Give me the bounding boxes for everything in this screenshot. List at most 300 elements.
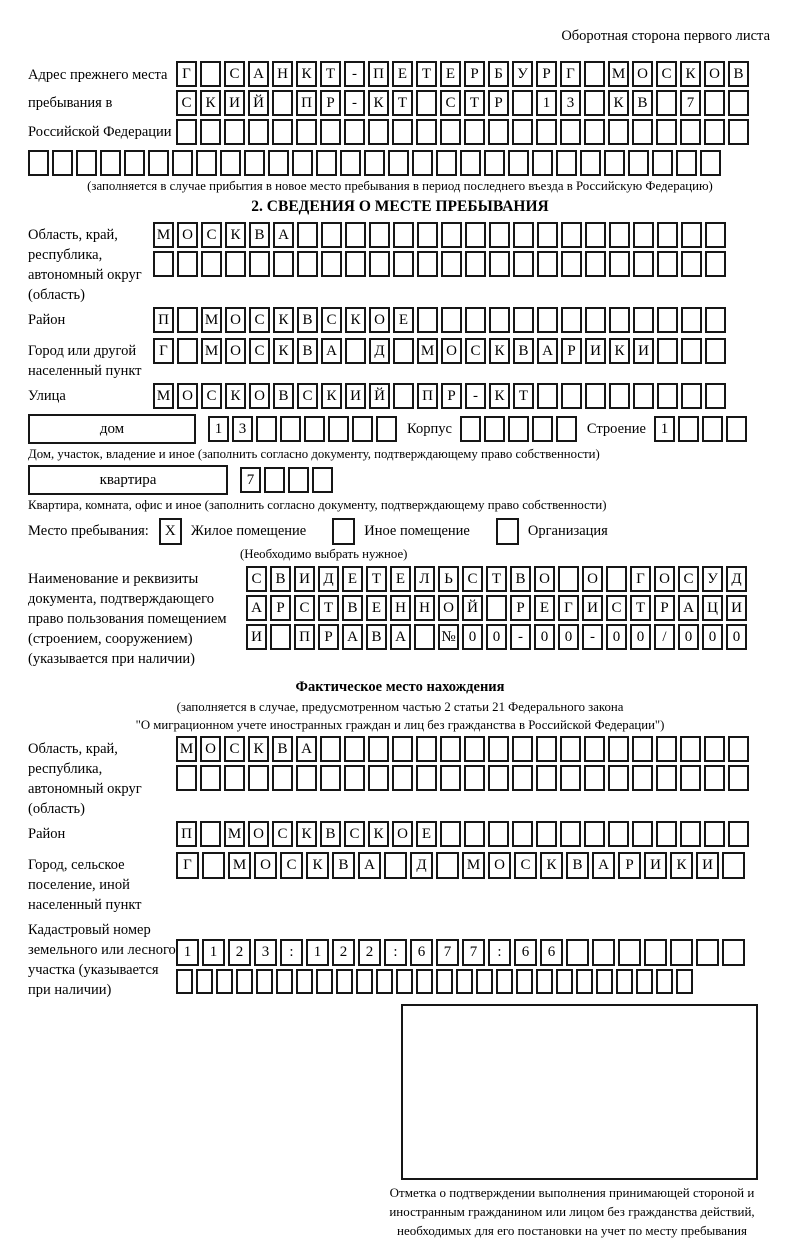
char-cell [537,307,558,333]
char-cell: С [440,90,461,116]
char-cell [678,416,699,442]
char-cell [486,595,507,621]
char-cell [584,90,605,116]
char-cell: Л [414,566,435,592]
char-cell [512,821,533,847]
char-cell [608,736,629,762]
char-cell [705,222,726,248]
char-cell: М [608,61,629,87]
char-cell: К [680,61,701,87]
page-side-note: Оборотная сторона первого листа [561,28,770,44]
char-cell: П [296,90,317,116]
char-cell [681,307,702,333]
char-cell [297,222,318,248]
char-cell [368,765,389,791]
char-cell: А [296,736,317,762]
char-cell [417,307,438,333]
char-cell: : [384,939,407,966]
char-cell [201,251,222,277]
char-cell: Р [270,595,291,621]
char-cell [464,119,485,145]
char-cell [636,969,653,994]
house-box-label: дом [28,414,196,444]
char-cell [644,939,667,966]
char-cell [224,119,245,145]
actual-district-label: Район [28,826,66,842]
char-cell [632,736,653,762]
char-cell: О [534,566,555,592]
char-cell [270,624,291,650]
char-cell [440,821,461,847]
char-cell: О [249,383,270,409]
char-cell [702,416,723,442]
char-cell [412,150,433,176]
char-cell: К [609,338,630,364]
char-cell: С [176,90,197,116]
char-cell: Н [390,595,411,621]
char-cell [356,969,373,994]
stay-type-row [28,518,772,545]
char-cell: С [344,821,365,847]
char-cell [236,969,253,994]
char-cell [304,416,325,442]
region-row-1 [153,222,726,248]
field-prev-address [28,61,772,148]
char-cell [536,765,557,791]
char-cell [460,416,481,442]
char-cell [176,119,197,145]
char-cell: Т [630,595,651,621]
char-cell: 1 [306,939,329,966]
field-district [28,307,772,336]
char-cell [460,150,481,176]
stamp-caption: Отметка о подтверждении выполнения принимающей стороной и иностранным гражданином или лицом без гражданства действий, необходимых для его постановки на учет по месту пребывания [389,1185,755,1238]
char-cell [216,969,233,994]
char-cell [532,150,553,176]
char-cell [256,416,277,442]
char-cell [585,222,606,248]
char-cell [656,969,673,994]
char-cell [728,119,749,145]
char-cell: У [512,61,533,87]
apartment-box-label: квартира [28,465,228,495]
char-cell [488,119,509,145]
char-cell: Ь [438,566,459,592]
char-cell [657,338,678,364]
actual-city-row [176,852,745,879]
char-cell [537,222,558,248]
char-cell: В [297,338,318,364]
char-cell: К [296,61,317,87]
char-cell: Р [441,383,462,409]
char-cell: О [441,338,462,364]
char-cell: Н [272,61,293,87]
house-row [28,414,772,444]
document-row-1 [246,566,747,592]
char-cell: И [696,852,719,879]
checkbox-other-premises [332,518,355,545]
field-document [28,566,772,669]
option-residential-label: Жилое помещение [190,523,307,539]
char-cell [512,765,533,791]
char-cell [585,251,606,277]
char-cell: В [273,383,294,409]
char-cell [618,939,641,966]
char-cell: Й [369,383,390,409]
char-cell [561,222,582,248]
char-cell: Й [462,595,483,621]
document-label: Наименование и реквизиты документа, подтверждающего право пользования помещением (строением, сооружением) (указывается при наличии) [28,571,227,667]
char-cell [384,852,407,879]
char-cell: : [488,939,511,966]
char-cell [496,969,513,994]
char-cell [376,969,393,994]
char-cell: - [344,90,365,116]
char-cell [296,765,317,791]
char-cell: С [321,307,342,333]
char-cell [513,251,534,277]
char-cell: В [632,90,653,116]
char-cell [316,969,333,994]
char-cell [632,765,653,791]
char-cell: 0 [558,624,579,650]
char-cell [272,90,293,116]
document-row-3 [246,624,747,650]
char-cell [345,251,366,277]
cadastral-row-1 [176,939,745,966]
char-cell: Г [176,852,199,879]
char-cell [656,821,677,847]
checkbox-residential: X [159,518,182,545]
char-cell [513,222,534,248]
char-cell: К [273,338,294,364]
prev-address-rows [176,61,749,148]
char-cell: Й [248,90,269,116]
char-cell [392,119,413,145]
char-cell: К [670,852,693,879]
char-cell [280,416,301,442]
char-cell [369,251,390,277]
char-cell [592,939,615,966]
char-cell: 7 [436,939,459,966]
char-cell [681,383,702,409]
char-cell [388,150,409,176]
apartment-cells [240,467,333,493]
char-cell [560,119,581,145]
house-cells [208,416,397,442]
char-cell [369,222,390,248]
char-cell: О [177,222,198,248]
char-cell: Т [392,90,413,116]
char-cell [512,736,533,762]
char-cell: 1 [536,90,557,116]
char-cell [416,119,437,145]
char-cell: К [306,852,329,879]
char-cell: Г [153,338,174,364]
checkbox-organization [496,518,519,545]
char-cell [465,251,486,277]
char-cell [633,383,654,409]
char-cell [489,251,510,277]
char-cell: Н [414,595,435,621]
char-cell [177,338,198,364]
char-cell: В [513,338,534,364]
apartment-row [28,465,772,495]
char-cell [196,150,217,176]
char-cell [441,251,462,277]
actual-district-row [176,821,749,847]
char-cell [441,307,462,333]
char-cell: - [510,624,531,650]
char-cell [316,150,337,176]
char-cell [248,119,269,145]
street-row [153,383,726,409]
char-cell [585,383,606,409]
char-cell [484,150,505,176]
char-cell: / [654,624,675,650]
char-cell: Т [416,61,437,87]
char-cell: С [280,852,303,879]
char-cell: М [201,307,222,333]
char-cell [508,150,529,176]
char-cell: 0 [486,624,507,650]
section2-title: 2. СВЕДЕНИЯ О МЕСТЕ ПРЕБЫВАНИЯ [251,198,549,215]
char-cell [368,119,389,145]
char-cell [276,969,293,994]
char-cell: Т [513,383,534,409]
region-label: Область, край, республика, автономный округ (область) [28,227,142,303]
korpus-label: Корпус [407,420,452,437]
char-cell [609,307,630,333]
char-cell: К [608,90,629,116]
char-cell [512,119,533,145]
char-cell [705,251,726,277]
house-note: Дом, участок, владение и иное (заполнить согласно документу, подтверждающему право собственности) [28,447,600,461]
char-cell [656,90,677,116]
char-cell [561,307,582,333]
char-cell: Г [176,61,197,87]
char-cell [328,416,349,442]
char-cell [604,150,625,176]
char-cell [352,416,373,442]
char-cell: К [540,852,563,879]
city-label: Город или другой населенный пункт [28,343,142,379]
char-cell [76,150,97,176]
char-cell: С [294,595,315,621]
char-cell [344,119,365,145]
char-cell [656,119,677,145]
char-cell: К [368,90,389,116]
char-cell: В [510,566,531,592]
char-cell [273,251,294,277]
char-cell [476,969,493,994]
char-cell: Е [390,566,411,592]
char-cell: К [368,821,389,847]
char-cell [340,150,361,176]
char-cell: С [514,852,537,879]
prev-address-row-3 [176,119,749,145]
char-cell [345,222,366,248]
char-cell: С [678,566,699,592]
char-cell: Г [630,566,651,592]
char-cell [200,119,221,145]
char-cell: П [294,624,315,650]
char-cell: - [465,383,486,409]
char-cell [670,939,693,966]
char-cell [560,765,581,791]
apartment-note: Квартира, комната, офис и иное (заполнить согласно документу, подтверждающему право собственности) [28,498,607,512]
char-cell [153,251,174,277]
prev-address-row-1 [176,61,749,87]
char-cell: Д [318,566,339,592]
char-cell: О [582,566,603,592]
char-cell: А [248,61,269,87]
korpus-cells [460,416,577,442]
char-cell: И [294,566,315,592]
char-cell: А [273,222,294,248]
char-cell [560,736,581,762]
char-cell [609,251,630,277]
street-label: Улица [28,388,66,404]
char-cell [704,765,725,791]
char-cell [705,307,726,333]
char-cell [633,251,654,277]
char-cell: С [224,61,245,87]
char-cell [417,251,438,277]
char-cell [608,119,629,145]
char-cell: М [201,338,222,364]
char-cell [633,222,654,248]
char-cell: И [726,595,747,621]
char-cell [728,736,749,762]
char-cell: Т [318,595,339,621]
char-cell: А [342,624,363,650]
char-cell [489,307,510,333]
char-cell [705,338,726,364]
char-cell [416,736,437,762]
char-cell [488,736,509,762]
char-cell [220,150,241,176]
char-cell [456,969,473,994]
char-cell: 3 [560,90,581,116]
char-cell: К [225,222,246,248]
char-cell [321,251,342,277]
prev-address-note: (заполняется в случае прибытия в новое место пребывания в период последнего въезда в Российскую Федерацию) [87,179,713,193]
char-cell [392,736,413,762]
char-cell [416,765,437,791]
char-cell [268,150,289,176]
char-cell: М [417,338,438,364]
char-cell: Г [560,61,581,87]
char-cell [656,736,677,762]
stroenie-cells [654,416,747,442]
char-cell: 0 [534,624,555,650]
char-cell: О [369,307,390,333]
char-cell [516,969,533,994]
char-cell: : [280,939,303,966]
char-cell [124,150,145,176]
char-cell [566,939,589,966]
char-cell [561,251,582,277]
char-cell [344,736,365,762]
city-row [153,338,726,364]
char-cell [176,969,193,994]
char-cell: А [592,852,615,879]
char-cell: С [272,821,293,847]
char-cell: № [438,624,459,650]
char-cell: В [270,566,291,592]
char-cell [576,969,593,994]
char-cell [368,736,389,762]
char-cell: 6 [540,939,563,966]
char-cell: - [344,61,365,87]
actual-location-note-1: (заполняется в случае, предусмотренном частью 2 статьи 21 Федерального закона [176,700,624,714]
char-cell [320,736,341,762]
stroenie-label: Строение [586,420,646,437]
char-cell [376,416,397,442]
char-cell: В [249,222,270,248]
char-cell: 0 [630,624,651,650]
char-cell [652,150,673,176]
char-cell [436,150,457,176]
char-cell [609,222,630,248]
char-cell: 7 [680,90,701,116]
char-cell: И [246,624,267,650]
char-cell: О [488,852,511,879]
actual-region-row-1 [176,736,749,762]
char-cell [177,251,198,277]
char-cell [537,251,558,277]
char-cell [606,566,627,592]
char-cell [272,765,293,791]
char-cell [556,416,577,442]
actual-location-title: Фактическое место нахождения [295,679,505,695]
char-cell [264,467,285,493]
cadastral-label: Кадастровый номер земельного или лесного участка (указывается при наличии) [28,922,176,998]
char-cell: Р [654,595,675,621]
char-cell [536,119,557,145]
char-cell: О [254,852,277,879]
char-cell [657,222,678,248]
char-cell: П [176,821,197,847]
char-cell [392,765,413,791]
char-cell [393,338,414,364]
char-cell: В [728,61,749,87]
char-cell: Е [440,61,461,87]
char-cell: И [633,338,654,364]
char-cell [436,852,459,879]
char-cell [657,307,678,333]
char-cell: А [321,338,342,364]
char-cell [249,251,270,277]
char-cell [288,467,309,493]
char-cell: 6 [514,939,537,966]
char-cell [704,736,725,762]
char-cell [560,821,581,847]
char-cell [584,119,605,145]
char-cell: К [296,821,317,847]
char-cell: В [342,595,363,621]
char-cell: Р [536,61,557,87]
char-cell: И [345,383,366,409]
char-cell: Д [410,852,433,879]
char-cell: М [228,852,251,879]
char-cell: В [366,624,387,650]
char-cell: Е [342,566,363,592]
char-cell: Е [416,821,437,847]
char-cell: 1 [208,416,229,442]
char-cell: 0 [462,624,483,650]
